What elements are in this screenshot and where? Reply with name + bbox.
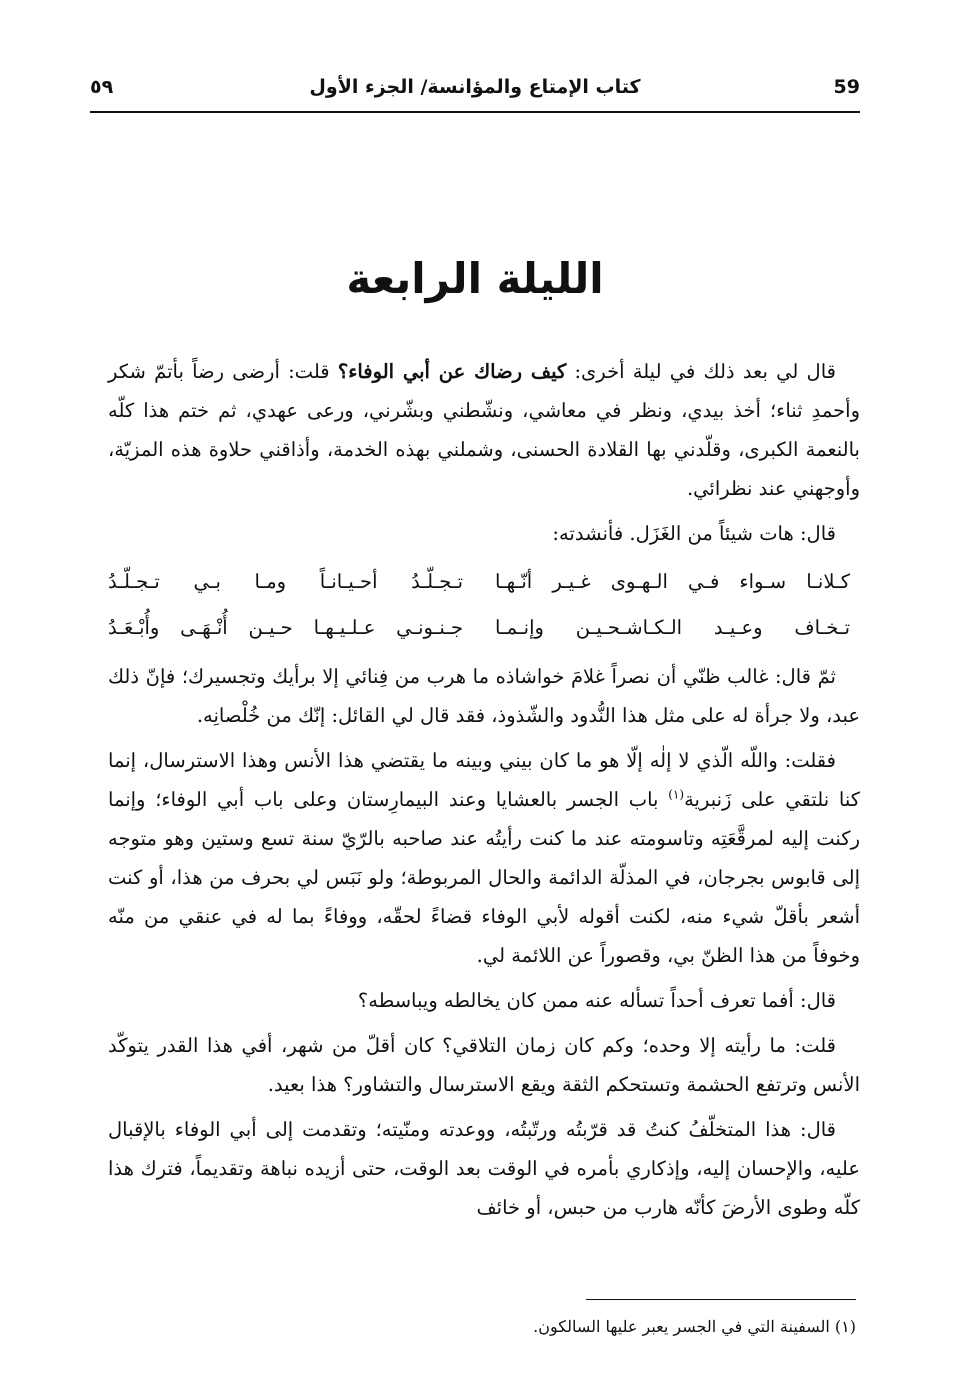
running-head	[90, 70, 860, 110]
footnote-rule	[586, 1299, 856, 1300]
chapter-title: الليلة الرابعة	[346, 254, 604, 303]
bold-question: كيف رضاك عن أبي الوفاء؟	[337, 360, 567, 383]
page-number-latin: 59	[833, 76, 860, 98]
paragraph: قلت: ما رأيته إلا وحده؛ وكم كان زمان التلاقي؟ كان أقلّ من شهر، أفي هذا القدر يتوكّد الأنس وترتفع الحشمة وتستحكم الثقة ويقع الاسترسال والتشاور؟ هذا بعيد.	[108, 1034, 860, 1096]
body-text	[108, 352, 860, 1233]
paragraph-text: باب الجسر بالعشايا وعند البيمارِستان وعلى باب أبي الوفاء؛ وإنما ركنت إليه لمرقَّعَتِه وتاسومته عند ما كنت رأيتُه عند صاحبه بالرّيّ سنة تسع وستين وهو متوجه إلى قابوس بجرجان، في المذلّة الدائمة والحال المربوطة؛ ولو نَبَس لي بحرف من هذا، أو كنت أشعر بأقلّ شيء منه، لكنت أقوله لأبي الوفاء قضاءً لحقّه، ووفاءً بما له في عنقي من منّه وخوفاً من هذا الظنّ بي، وقصوراً عن اللائمة لي.	[108, 788, 860, 967]
paragraph-text: فقلت: واللّه الّذي لا إلٰه إلّا هو ما كان بيني وبينه ما يقتضي هذا الأنس وهذا الاسترسال، إنما كنا نلتقي على زَنبرية	[108, 749, 860, 811]
header-rule	[90, 111, 860, 113]
verse-first-hemistich: كـلانـا سـواء فـي الـهـوى غـيـر أنّـهـا	[495, 570, 850, 593]
running-head-title: كتاب الإمتاع والمؤانسة/ الجزء الأول	[309, 76, 641, 98]
paragraph	[108, 741, 860, 975]
paragraph: قال: هذا المتخلّفُ كنتُ قد قرّبتُه ورتّبتُه، ووعدته ومنّيته؛ وتقدمت إلى أبي الوفاء بالإقبال عليه، والإحسان إليه، وإذكاري بأمره في الوقت بعد الوقت، حتى أزيده نباهة وتقديماً، فترك هذا كلّه وطوى الأرضَ كأنّه هارب من حبس، أو خائف	[108, 1118, 860, 1219]
verse-first-hemistich: تـخـاف وعـيـد الـكـاشـحـيـن وإنـمـا	[495, 616, 850, 639]
footnote: (١) السفينة التي في الجسر يعبر عليها السالكون.	[533, 1317, 856, 1336]
verse-line	[108, 559, 860, 605]
paragraph: قال: هات شيئاً من الغَزَل. فأنشدته:	[552, 522, 836, 545]
paragraph: ثمّ قال: غالب ظنّي أن نصراً غلامَ خواشاذه ما هرب من فِنائي إلا برأيك وتجسيرك؛ فإنّ ذلك عبد، ولا جرأة له على مثل هذا النُّدود والشّذوذ، فقد قال لي القائل: إنّك من خُلْصانِه.	[108, 665, 860, 727]
paragraph	[108, 352, 860, 508]
paragraph-text: قال لي بعد ذلك في ليلة أخرى:	[566, 360, 836, 383]
paragraph: قال: أفما تعرف أحداً تسأله عنه ممن كان يخالطه ويباسطه؟	[357, 989, 836, 1012]
verse-second-hemistich: جـنـونـي عـلـيـهـا حـيـن أُنْـهَـى وأُبْـعَـدُ	[108, 616, 463, 639]
paragraph-text: قلت: أرضى رضاً بأتمّ شكر وأحمدِ ثناء؛ أخذ بيدي، ونظر في معاشي، ونشّطني وبشّرني، ورعى عهدي، ثم ختم هذا كلّه بالنعمة الكبرى، وقلّدني بها القلادة الحسنى، وشملني بهذه الخدمة، وأذاقني حلاوة هذه المزيّة، وأوجهني عند نظرائي.	[108, 360, 860, 500]
verse-second-hemistich: تـجـلّـدُ أحـيـانـاً ومـا بـي تـجـلّـدُ	[108, 570, 463, 593]
footnote-reference[interactable]: (١)	[668, 787, 685, 802]
page-number-arabic: ٥٩	[90, 76, 114, 98]
verse-line	[108, 605, 860, 651]
